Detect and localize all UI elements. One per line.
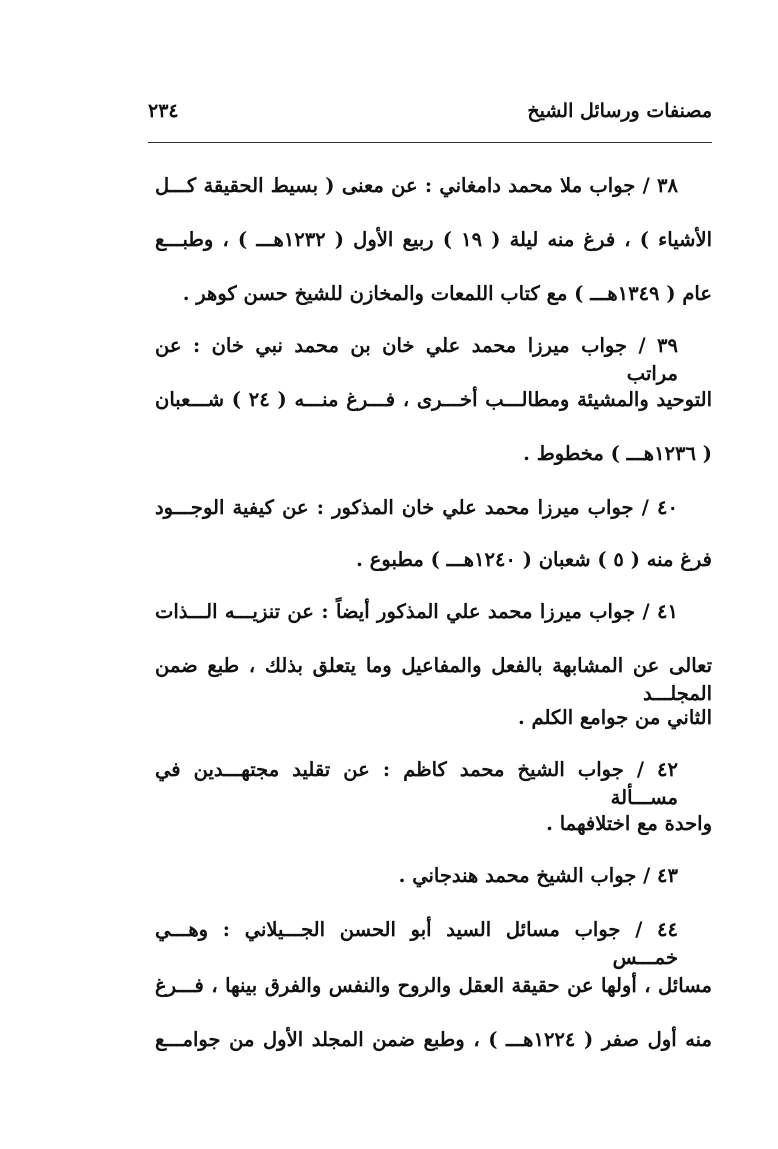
page-number: ٢٣٤ — [148, 100, 179, 122]
entry-38-line-3: عام ( ١٣٤٩هـــ ) مع كتاب اللمعات والمخازن للشيخ حسن كوهر . — [182, 282, 712, 305]
entry-44-line-2: مسائل ، أولها عن حقيقة العقل والروح والنفس والفرق بينها ، فـــرغ — [155, 974, 712, 997]
header-rule — [148, 142, 712, 143]
entry-39-line-1: ٣٩ / جواب ميرزا محمد علي خان بن محمد نبي خان : عن مراتب — [155, 334, 678, 385]
entry-38-line-2: الأشياء ) ، فرغ منه ليلة ( ١٩ ) ربيع الأول ( ١٢٣٢هـــ ) ، وطبـــع — [155, 228, 712, 251]
entry-41-line-3: الثاني من جوامع الكلم . — [517, 706, 712, 729]
entry-44-line-1: ٤٤ / جواب مسائل السيد أبو الحسن الجـــيلاني : وهـــي خمـــس — [155, 918, 678, 969]
entry-41-line-1: ٤١ / جواب ميرزا محمد علي المذكور أيضاً : عن تنزيـــه الـــذات — [155, 600, 678, 623]
entry-42-line-1: ٤٢ / جواب الشيخ محمد كاظم : عن تقليد مجتهـــدين في مســـألة — [155, 758, 678, 809]
entry-40-line-2: فرغ منه ( ٥ ) شعبان ( ١٢٤٠هـــ ) مطبوع . — [356, 548, 712, 571]
entry-40-line-1: ٤٠ / جواب ميرزا محمد علي خان المذكور : عن كيفية الوجـــود — [155, 496, 678, 519]
entry-39-line-2: التوحيد والمشيئة ومطالـــب أخـــرى ، فـــرغ منـــه ( ٢٤ ) شـــعبان — [155, 388, 712, 411]
entry-41-line-2: تعالى عن المشابهة بالفعل والمفاعيل وما يتعلق بذلك ، طبع ضمن المجلـــد — [155, 654, 712, 705]
running-header — [148, 100, 712, 134]
entry-42-line-2: واحدة مع اختلافهما . — [546, 812, 712, 835]
entry-38-line-1: ٣٨ / جواب ملا محمد دامغاني : عن معنى ( بسيط الحقيقة كـــل — [155, 174, 678, 197]
entry-43-line-1: ٤٣ / جواب الشيخ محمد هندجاني . — [398, 864, 678, 887]
entry-39-line-3: ( ١٢٣٦هـــ ) مخطوط . — [523, 442, 712, 465]
running-title: مصنفات ورسائل الشيخ — [527, 100, 712, 122]
entry-44-line-3: منه أول صفر ( ١٢٢٤هـــ ) ، وطبع ضمن المجلد الأول من جوامـــع — [155, 1028, 712, 1051]
